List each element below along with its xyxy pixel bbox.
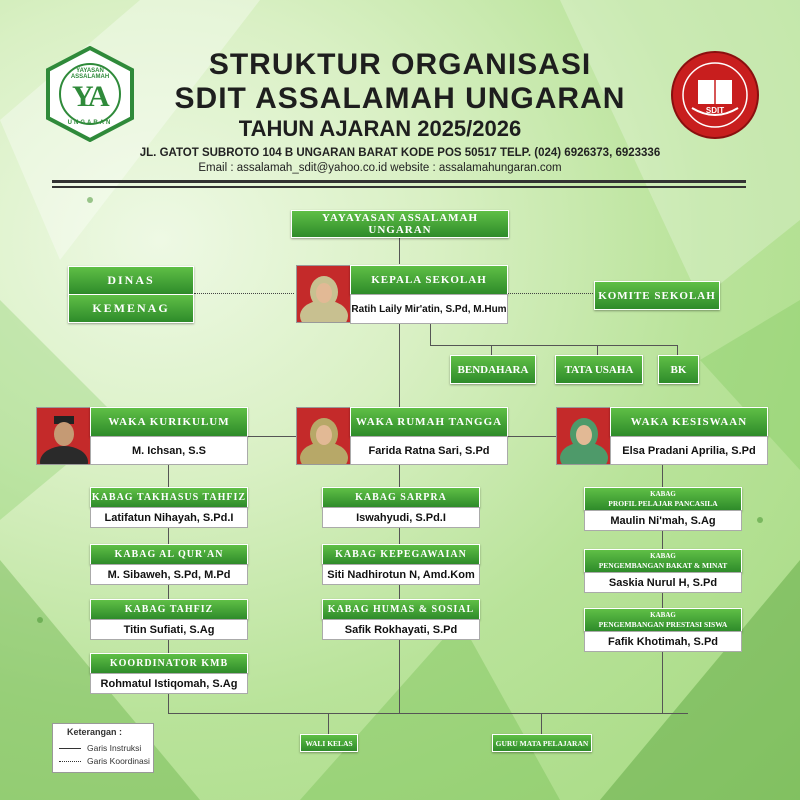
waka-rt-photo	[296, 407, 352, 465]
waka-rt-title: WAKA RUMAH TANGGA	[350, 407, 508, 437]
legend-dotted-label: Garis Koordinasi	[87, 756, 150, 766]
title-line-3: TAHUN AJARAN 2025/2026	[238, 116, 522, 141]
coordination-line	[506, 293, 593, 294]
guru-mapel-box: GURU MATA PELAJARAN	[492, 734, 592, 752]
waka-kesiswaan-photo	[556, 407, 612, 465]
dinas-box: DINAS	[68, 266, 194, 295]
connector-line	[168, 713, 688, 714]
kabag-p5-label: KABAG	[650, 490, 676, 498]
kabag-bakat-title	[584, 549, 742, 573]
school-address: JL. GATOT SUBROTO 104 B UNGARAN BARAT KODE POS 50517 TELP. (024) 6926373, 6923336	[139, 147, 661, 159]
svg-text:A: A	[88, 80, 110, 113]
kabag-sarpra-title: KABAG SARPRA	[322, 487, 480, 508]
connector-line	[328, 713, 329, 735]
title-line-2: SDIT ASSALAMAH UNGARAN	[174, 82, 626, 115]
connector-line	[430, 345, 678, 346]
svg-text:Y: Y	[72, 80, 94, 113]
kabag-bakat-label: KABAG	[650, 552, 676, 560]
waka-kurikulum-photo	[36, 407, 92, 465]
koordinator-kmb-title: KOORDINATOR KMB	[90, 653, 248, 674]
kabag-prestasi-title	[584, 608, 742, 632]
legend	[52, 723, 154, 773]
kabag-alquran-name: M. Sibaweh, S.Pd, M.Pd	[90, 564, 248, 585]
kabag-kepegawaian-title: KABAG KEPEGAWAIAN	[322, 544, 480, 565]
legend-solid-line	[59, 748, 81, 749]
kabag-p5-title	[584, 487, 742, 511]
kabag-humas-title: KABAG HUMAS & SOSIAL	[322, 599, 480, 620]
kepala-photo	[296, 265, 352, 323]
yayasan-box: YAYAYASAN ASSALAMAH UNGARAN	[291, 210, 509, 238]
connector-line	[430, 322, 431, 346]
waka-kurikulum-name: M. Ichsan, S.S	[90, 436, 248, 465]
legend-solid-label: Garis Instruksi	[87, 743, 142, 753]
kabag-prestasi-name: Fafik Khotimah, S.Pd	[584, 631, 742, 652]
kabag-kepegawaian-name: Siti Nadhirotun N, Amd.Kom	[322, 564, 480, 585]
waka-kesiswaan-name: Elsa Pradani Aprilia, S.Pd	[610, 436, 768, 465]
waka-kurikulum-title: WAKA KURIKULUM	[90, 407, 248, 437]
connector-line	[399, 236, 400, 264]
komite-box: KOMITE SEKOLAH	[594, 281, 720, 310]
waka-kesiswaan-title: WAKA KESISWAAN	[610, 407, 768, 437]
logo-right-text: SDIT	[705, 106, 725, 115]
kepala-name: Ratih Laily Mir'atin, S.Pd, M.Hum	[350, 294, 508, 324]
logo-left-sub: UNGARAN	[67, 120, 113, 126]
kabag-takhasus-title: KABAG TAKHASUS TAHFIZ	[90, 487, 248, 508]
kabag-bakat-unit: PENGEMBANGAN BAKAT & MINAT	[598, 561, 728, 570]
kabag-p5-name: Maulin Ni'mah, S.Ag	[584, 510, 742, 531]
logo-left-text: YAYASAN ASSALAMAH	[70, 68, 110, 80]
connector-line	[491, 345, 492, 355]
wali-kelas-box: WALI KELAS	[300, 734, 358, 752]
kemenag-box: KEMENAG	[68, 294, 194, 323]
title-line-1: STRUKTUR ORGANISASI	[208, 48, 592, 81]
connector-line	[541, 713, 542, 735]
kabag-humas-name: Safik Rokhayati, S.Pd	[322, 619, 480, 640]
kabag-tahfiz-title: KABAG TAHFIZ	[90, 599, 248, 620]
connector-line	[597, 345, 598, 355]
kabag-sarpra-name: Iswahyudi, S.Pd.I	[322, 507, 480, 528]
kabag-tahfiz-name: Titin Sufiati, S.Ag	[90, 619, 248, 640]
header-divider-thin	[52, 186, 746, 188]
legend-title: Keterangan :	[67, 727, 123, 737]
bendahara-box: BENDAHARA	[450, 355, 536, 384]
kabag-alquran-title: KABAG AL QUR'AN	[90, 544, 248, 565]
school-contact: Email : assalamah_sdit@yahoo.co.id website : assalamahungaran.com	[198, 162, 562, 174]
legend-dotted-line	[59, 761, 81, 762]
kabag-prestasi-unit: PENGEMBANGAN PRESTASI SISWA	[598, 620, 728, 629]
header-divider	[52, 180, 746, 183]
connector-line	[677, 345, 678, 355]
tata-usaha-box: TATA USAHA	[555, 355, 643, 384]
connector-line	[399, 322, 400, 408]
kabag-prestasi-label: KABAG	[650, 611, 676, 619]
koordinator-kmb-name: Rohmatul Istiqomah, S.Ag	[90, 673, 248, 694]
connector-line	[504, 436, 558, 437]
kepala-title: KEPALA SEKOLAH	[350, 265, 508, 295]
bk-box: BK	[658, 355, 699, 384]
coordination-line	[194, 293, 294, 294]
kabag-p5-unit: PROFIL PELAJAR PANCASILA	[608, 499, 718, 508]
kabag-bakat-name: Saskia Nurul H, S.Pd	[584, 572, 742, 593]
kabag-takhasus-name: Latifatun Nihayah, S.Pd.I	[90, 507, 248, 528]
waka-rt-name: Farida Ratna Sari, S.Pd	[350, 436, 508, 465]
